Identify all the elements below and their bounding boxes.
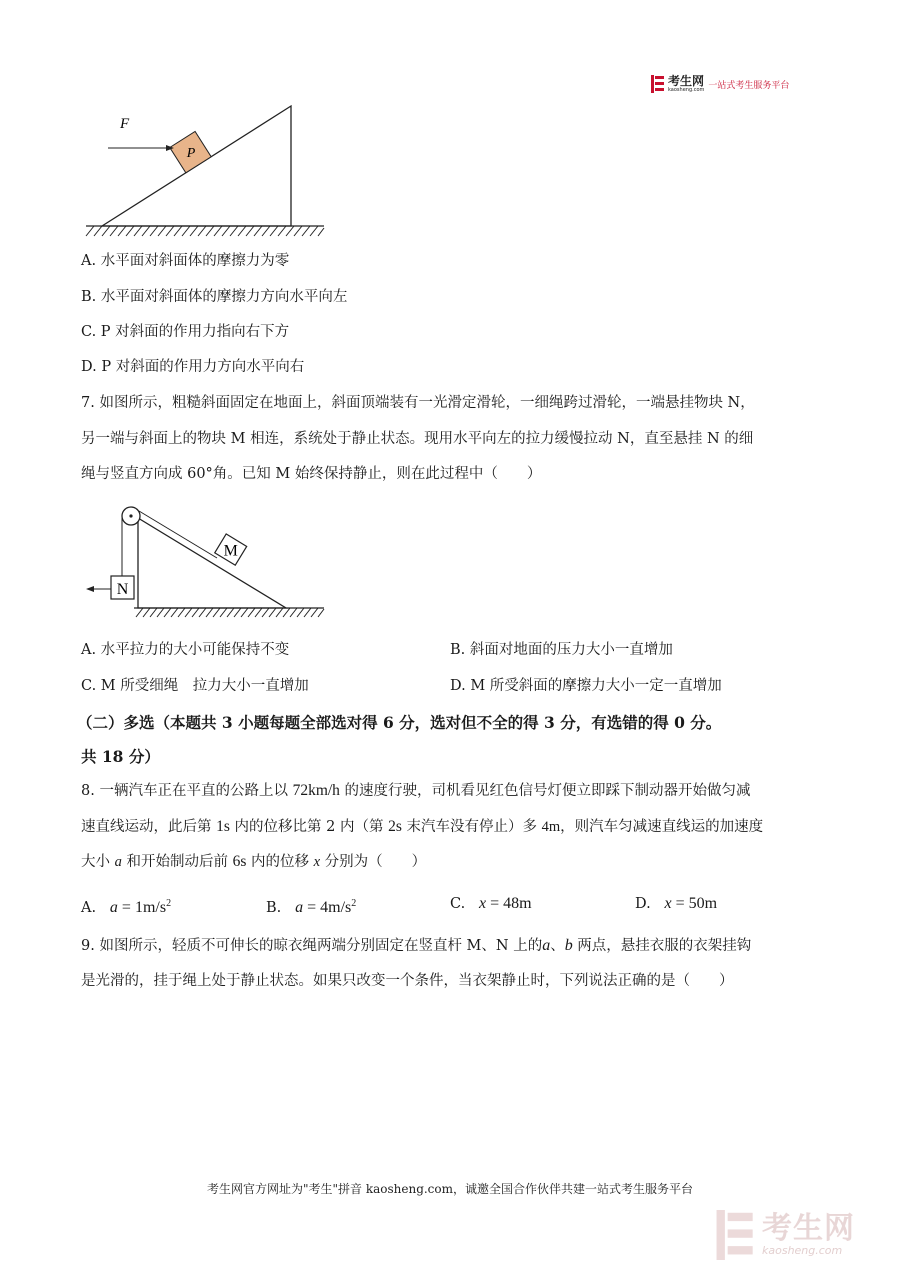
q8-stem-line2: 速直线运动，此后第 1s 内的位移比第 2 内（第 2s 末汽车没有停止）多 4m，则汽车匀减速直线运的加速度 <box>81 818 764 835</box>
q8-stem-line1: 8. 一辆汽车正在平直的公路上以 72km/h 的速度行驶，司机看见红色信号灯便立即踩下制动器开始做匀减 <box>81 782 751 799</box>
figure-incline-p <box>78 100 328 240</box>
q7-option-d[interactable]: D. M 所受斜面的摩擦力大小一定一直增加 <box>450 678 722 694</box>
q8-option-b[interactable]: B. $a = 4m/s^2$ <box>266 898 357 916</box>
q7-stem-line3: 绳与竖直方向成 60°角。已知 M 始终保持静止，则在此过程中（ ） <box>81 466 542 482</box>
page-footer: 考生网官方网址为"考生"拼音 kaosheng.com，诚邀全国合作伙伴共建一站式考生服务平台 <box>206 1182 694 1196</box>
block-m <box>214 534 247 566</box>
q6-option-a[interactable]: A. 水平面对斜面体的摩擦力为零 <box>81 253 290 269</box>
watermark-main: 考生网 <box>762 1210 855 1246</box>
kaosheng-logo-icon <box>651 75 665 93</box>
q7-option-b[interactable]: B. 斜面对地面的压力大小一直增加 <box>450 642 673 658</box>
watermark-logo-icon <box>716 1210 756 1260</box>
q9-stem-line2: 是光滑的，挂于绳上处于静止状态。如果只改变一个条件，当衣架静止时，下列说法正确的是（ ） <box>81 973 734 989</box>
block-n-label: N <box>116 581 129 598</box>
q6-option-c[interactable]: C. P 对斜面的作用力指向右下方 <box>81 324 290 340</box>
q8-option-a[interactable]: A. $a = 1m/s^2$ <box>81 898 172 916</box>
q6-option-b[interactable]: B. 水平面对斜面体的摩擦力方向水平向左 <box>81 289 348 305</box>
q8-option-d[interactable]: D. x = 50m <box>635 895 718 912</box>
pulley-axle <box>129 514 132 517</box>
watermark-text <box>762 1210 855 1257</box>
q7-option-c[interactable]: C. M 所受细绳 拉力大小一直增加 <box>81 678 309 694</box>
force-label: F <box>120 116 130 132</box>
q9-stem-line1: 9. 如图所示，轻质不可伸长的晾衣绳两端分别固定在竖直杆 M、N 上的a、b 两点，悬挂衣服的衣架挂钩 <box>81 937 752 954</box>
q7-stem-line2: 另一端与斜面上的物块 M 相连，系统处于静止状态。现用水平向左的拉力缓慢拉动 N，直至悬挂 N 的细 <box>81 431 754 447</box>
logo-name: 考生网 <box>668 73 705 88</box>
watermark <box>716 1210 855 1260</box>
header-logo <box>651 74 789 94</box>
block-p <box>170 131 211 172</box>
watermark-sub: kaosheng.com <box>762 1243 843 1257</box>
logo-domain: kaosheng.com <box>668 86 705 93</box>
figure-pulley-incline <box>80 496 330 624</box>
q8-option-c[interactable]: C. x = 48m <box>450 895 532 912</box>
ground-hatching-2 <box>136 608 324 617</box>
q7-stem-line1: 7. 如图所示，粗糙斜面固定在地面上，斜面顶端装有一光滑定滑轮，一细绳跨过滑轮，一端悬挂物块 N， <box>81 395 755 411</box>
q8-stem-line3: 大小 a 和开始制动后前 6s 内的位移 x 分别为（ ） <box>81 853 427 870</box>
ground-hatching <box>86 226 324 236</box>
block-m-label: M <box>223 542 238 560</box>
section2-title-line1: （二）多选（本题共 3 小题每题全部选对得 6 分，选对但不全的得 3 分，有选错的得 0 分。 <box>77 713 722 732</box>
header-slogan: 一站式考生服务平台 <box>708 80 790 91</box>
rope-to-m <box>139 511 217 558</box>
logo-text <box>668 73 705 93</box>
q7-option-a[interactable]: A. 水平拉力的大小可能保持不变 <box>81 642 290 658</box>
incline-body-2 <box>138 518 286 608</box>
section2-title-line2: 共 18 分） <box>81 747 160 766</box>
pull-arrow-head <box>86 586 94 592</box>
block-p-label: P <box>186 146 196 161</box>
q6-option-d[interactable]: D. P 对斜面的作用力方向水平向右 <box>81 359 305 375</box>
